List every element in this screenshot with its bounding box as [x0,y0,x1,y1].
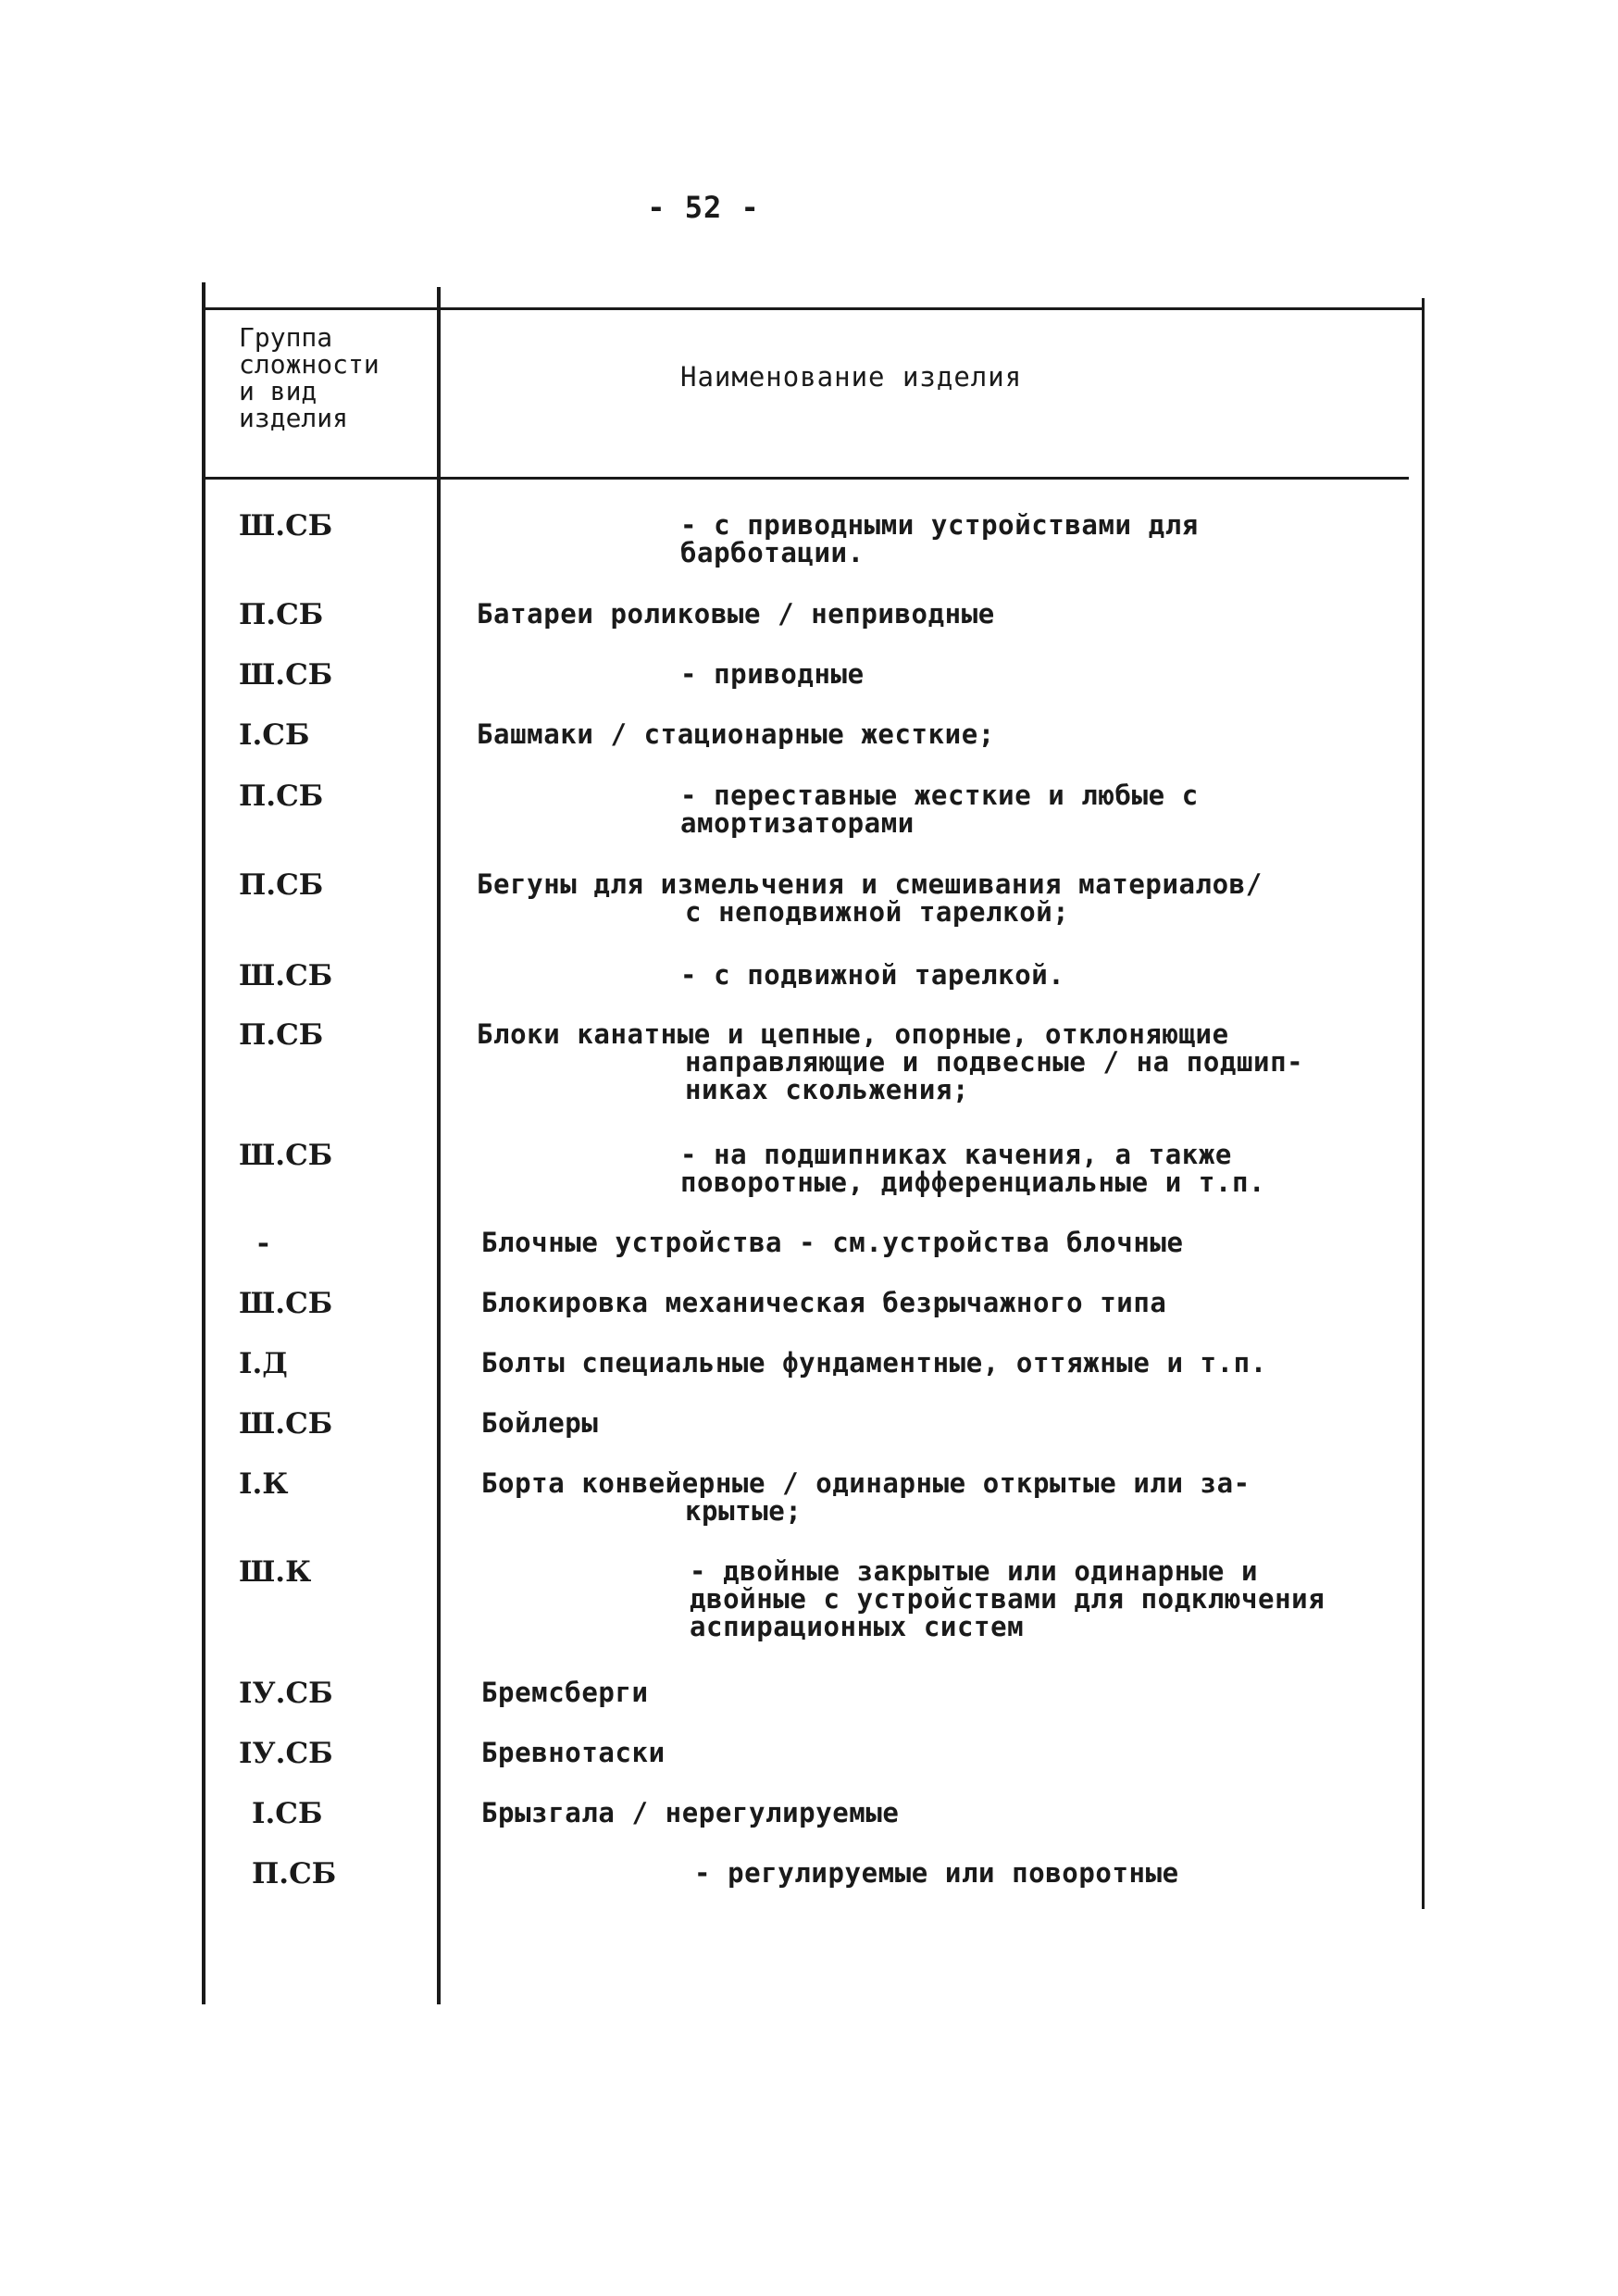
header-product-name: Наименование изделия [680,361,1023,393]
product-name-cell [477,1020,1303,1104]
product-name-line: Болты специальные фундаментные, оттяжные и т.п. [481,1347,1267,1379]
complexity-group-cell: Ш.К [239,1555,312,1589]
complexity-group-cell: I.СБ [239,718,310,752]
complexity-group-cell: Ш.СБ [239,1407,333,1441]
product-name-line: Брызгала / нерегулируемые [481,1797,900,1828]
product-name-line: амортизаторами [680,807,915,839]
table-top-border [205,307,1424,310]
product-name-line: Блочные устройства - см.устройства блочные [481,1227,1184,1258]
product-name-cell [680,781,1199,837]
product-name-line: - регулируемые или поворотные [694,1857,1179,1889]
product-name-line: - на подшипниках качения, а также [680,1139,1232,1170]
table-column-divider [437,287,441,2004]
product-name-line: Бремсберги [481,1677,649,1708]
product-name-cell [481,1739,666,1766]
complexity-group-cell: П.СБ [252,1857,337,1890]
complexity-group-cell: I.СБ [252,1797,323,1830]
product-name-line: барботации. [680,537,865,568]
product-name-cell [477,720,995,748]
product-name-cell [481,1229,1184,1256]
product-name-cell [694,1859,1179,1887]
product-name-line: Батареи роликовые / неприводные [477,598,995,630]
product-name-cell [690,1557,1325,1641]
product-name-cell [481,1678,649,1706]
product-name-cell [481,1349,1267,1377]
product-name-cell [477,870,1263,926]
product-name-cell [680,511,1199,567]
product-name-line: аспирационных систем [690,1611,1025,1642]
complexity-group-cell: IУ.СБ [239,1677,333,1710]
product-name-line: Борта конвейерные / одинарные открытые или за- [481,1467,1251,1499]
page-number: - 52 - [647,190,760,225]
product-name-cell [680,660,865,688]
product-name-cell [481,1799,900,1827]
product-name-line: - приводные [680,658,865,690]
product-name-line: Блокировка механическая безрычажного типа [481,1287,1167,1318]
product-name-line: поворотные, дифференциальные и т.п. [680,1167,1266,1198]
product-name-cell [477,600,995,628]
table-right-border [1422,298,1425,1909]
complexity-group-cell: I.К [239,1467,289,1501]
product-name-cell [680,1141,1265,1196]
product-name-line: Бойлеры [481,1407,599,1439]
table-left-border [202,282,205,2004]
product-name-line: - переставные жесткие и любые с [680,780,1199,811]
complexity-group-cell: П.СБ [239,1018,324,1052]
complexity-group-cell: П.СБ [239,868,324,902]
product-name-line: с неподвижной тарелкой; [685,896,1070,928]
product-name-line: никах скольжения; [685,1074,970,1105]
complexity-group-cell: Ш.СБ [239,959,333,992]
product-name-line: Бревнотаски [481,1737,666,1768]
product-name-line: Бегуны для измельчения и смешивания материалов/ [477,868,1263,900]
product-name-line: - двойные закрытые или одинарные и [690,1555,1259,1587]
product-name-cell [481,1409,598,1437]
complexity-group-cell: Ш.СБ [239,1287,333,1320]
product-name-line: крытые; [685,1495,803,1527]
complexity-group-cell: - [257,1227,269,1260]
product-name-cell [481,1469,1251,1525]
complexity-group-cell: Ш.СБ [239,1139,333,1172]
complexity-group-cell: Ш.СБ [239,658,333,692]
product-name-line: направляющие и подвесные / на подшип- [685,1046,1304,1078]
complexity-group-cell: I.Д [239,1347,288,1380]
product-name-line: Башмаки / стационарные жесткие; [477,718,995,750]
complexity-group-cell: П.СБ [239,780,324,813]
table-header-separator [205,477,1409,480]
product-name-line: - с приводными устройствами для [680,509,1199,541]
product-name-line: Блоки канатные и цепные, опорные, отклоняющие [477,1018,1229,1050]
product-name-line: - с подвижной тарелкой. [680,959,1065,991]
header-complexity-group: Группа сложности и вид изделия [239,322,380,433]
complexity-group-cell: П.СБ [239,598,324,631]
product-name-cell [680,961,1064,989]
product-name-line: двойные с устройствами для подключения [690,1583,1326,1615]
complexity-group-cell: IУ.СБ [239,1737,333,1770]
product-name-cell [481,1289,1166,1316]
complexity-group-cell: Ш.СБ [239,509,333,543]
